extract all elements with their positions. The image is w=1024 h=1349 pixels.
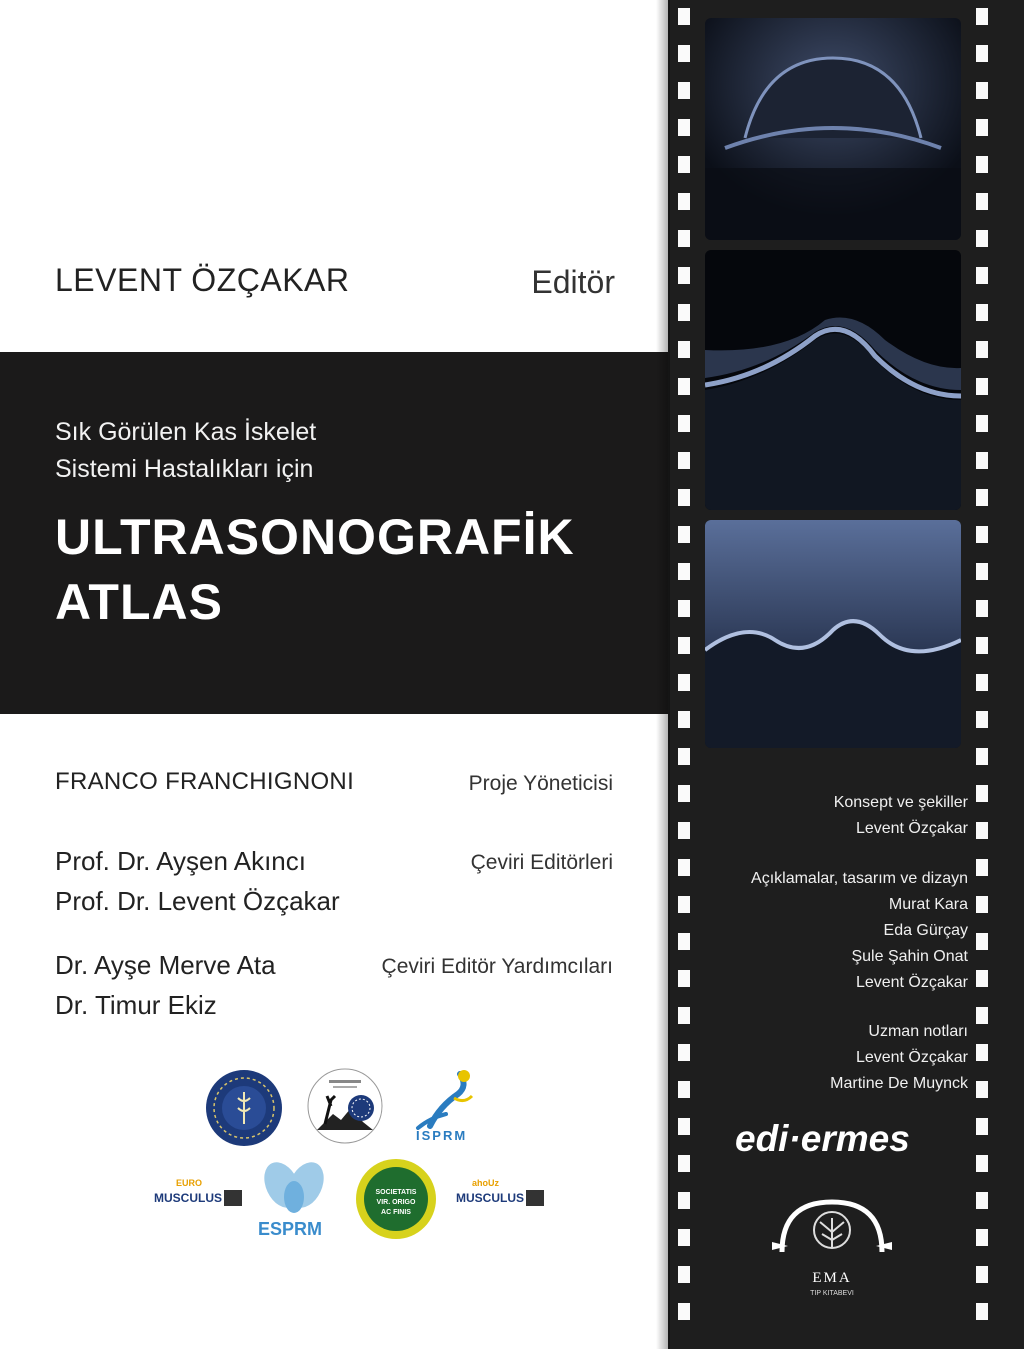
translation-editors-role: Çeviri Editörleri: [470, 851, 613, 874]
sprocket-hole: [976, 1266, 988, 1283]
credits-concept: [834, 790, 968, 842]
sprocket-hole: [678, 1266, 690, 1283]
design-name-1: Murat Kara: [888, 896, 968, 913]
editor-name: LEVENT ÖZÇAKAR: [55, 262, 350, 298]
euro-musculus-logo: [152, 1178, 236, 1212]
sprocket-hole: [976, 378, 988, 395]
editor-role: Editör: [531, 264, 615, 300]
isprm-label: ISPRM: [416, 1128, 468, 1143]
design-title: Açıklamalar, tasarım ve dizayn: [751, 870, 968, 887]
esprm-label: ESPRM: [258, 1219, 323, 1239]
sprocket-hole: [976, 822, 988, 839]
sprocket-hole: [678, 933, 690, 950]
sprocket-hole: [678, 822, 690, 839]
sprocket-hole: [976, 1081, 988, 1098]
publisher-logo: edi·ermes: [735, 1118, 910, 1159]
sprocket-hole: [678, 785, 690, 802]
sprocket-hole: [976, 1229, 988, 1246]
sprocket-hole: [976, 8, 988, 25]
sprocket-hole: [976, 82, 988, 99]
ultrasound-frame-1: [705, 18, 961, 240]
ultrasound-frame-3: [705, 520, 961, 748]
euro-musculus-top: EURO: [176, 1178, 203, 1188]
sprocket-hole: [678, 1081, 690, 1098]
translation-editor-2: Prof. Dr. Levent Özçakar: [55, 886, 340, 916]
sprocket-hole: [678, 267, 690, 284]
sprocket-hole: [678, 711, 690, 728]
isprm-figure-icon: [410, 1066, 482, 1130]
notes-name-2: Martine De Muynck: [830, 1075, 968, 1092]
sprocket-hole: [678, 600, 690, 617]
translation-editor-1: Prof. Dr. Ayşen Akıncı: [55, 846, 306, 876]
sprocket-hole: [976, 933, 988, 950]
ultrasound-frame-2: [705, 250, 961, 510]
sprocket-hole: [976, 896, 988, 913]
sprocket-hole: [678, 304, 690, 321]
sprocket-hole: [678, 1155, 690, 1172]
sprocket-hole: [976, 304, 988, 321]
notes-title: Uzman notları: [868, 1023, 968, 1040]
sprocket-hole: [678, 896, 690, 913]
project-manager-name: FRANCO FRANCHIGNONI: [55, 768, 355, 795]
sprocket-hole: [976, 193, 988, 210]
sprocket-hole: [678, 378, 690, 395]
musculus-top: ahoUz: [472, 1178, 499, 1188]
credits-notes: [830, 1019, 968, 1097]
editor-row: [55, 262, 615, 312]
sprocket-hole: [976, 859, 988, 876]
sprocket-hole: [678, 1303, 690, 1320]
sprocket-hole: [976, 341, 988, 358]
concept-title: Konsept ve şekiller: [833, 794, 968, 811]
design-name-3: Şule Şahin Onat: [851, 948, 968, 965]
assistant-editors-role: Çeviri Editör Yardımcıları: [381, 955, 613, 978]
sprocket-hole: [678, 45, 690, 62]
sprocket-hole: [678, 1229, 690, 1246]
credits-design: [751, 866, 968, 996]
sprocket-hole: [678, 230, 690, 247]
isprm-logo: [410, 1066, 482, 1148]
concept-name-1: Levent Özçakar: [855, 820, 968, 837]
societatis-line-2: VIR. ORIGO: [376, 1199, 416, 1206]
sprocket-hole: [976, 748, 988, 765]
sprocket-hole: [678, 82, 690, 99]
society-hiker-logo: [305, 1066, 385, 1146]
musculus-logo: [454, 1178, 538, 1212]
design-name-2: Eda Gürçay: [883, 922, 968, 939]
sprocket-hole: [678, 748, 690, 765]
sprocket-hole: [678, 193, 690, 210]
sprocket-hole: [976, 415, 988, 432]
sprocket-hole: [678, 452, 690, 469]
film-shadow: [656, 0, 670, 1349]
sprocket-hole: [976, 452, 988, 469]
sprocket-hole: [976, 156, 988, 173]
sprocket-hole: [976, 970, 988, 987]
sprocket-hole: [678, 119, 690, 136]
sprocket-hole: [678, 156, 690, 173]
subtitle-line-1: Sık Görülen Kas İskelet: [55, 418, 317, 446]
sprocket-hole: [976, 45, 988, 62]
ema-tree-icon: [768, 1190, 896, 1268]
assistant-editor-1: Dr. Ayşe Merve Ata: [55, 950, 276, 980]
sprocket-hole: [976, 1007, 988, 1024]
round-society-logo: [204, 1068, 284, 1148]
sprocket-hole: [976, 1303, 988, 1320]
euro-musculus-main: MUSCULUS: [152, 1190, 242, 1206]
musculus-main: MUSCULUS: [454, 1190, 544, 1206]
design-name-4: Levent Özçakar: [855, 974, 968, 991]
sprocket-hole: [976, 1192, 988, 1209]
sprocket-hole: [976, 230, 988, 247]
sprocket-hole: [976, 563, 988, 580]
project-manager-role: Proje Yöneticisi: [468, 772, 613, 795]
sprocket-hole: [976, 785, 988, 802]
sprocket-hole: [678, 970, 690, 987]
ema-logo: [768, 1190, 896, 1310]
sprocket-hole: [976, 267, 988, 284]
sprocket-hole: [678, 415, 690, 432]
ema-mark: EMA: [812, 1270, 852, 1286]
sprocket-hole: [678, 637, 690, 654]
sprocket-hole: [976, 119, 988, 136]
assistant-editor-2: Dr. Timur Ekiz: [55, 990, 217, 1020]
sprocket-hole: [976, 1155, 988, 1172]
sprocket-hole: [678, 563, 690, 580]
societatis-seal-logo: [355, 1158, 437, 1240]
sprocket-hole: [976, 600, 988, 617]
sprocket-hole: [678, 341, 690, 358]
sprocket-hole: [678, 674, 690, 691]
sprocket-hole: [678, 8, 690, 25]
sprocket-hole: [976, 526, 988, 543]
sprocket-hole: [678, 489, 690, 506]
title-line-2: ATLAS: [55, 574, 223, 630]
societatis-line-1: SOCIETATIS: [375, 1189, 417, 1196]
sprocket-hole: [976, 637, 988, 654]
esprm-flower-icon: [256, 1157, 332, 1217]
ema-sub: TIP KITABEVI: [810, 1290, 854, 1297]
esprm-logo: [256, 1157, 332, 1241]
sprocket-hole: [678, 1118, 690, 1135]
sprocket-hole: [976, 489, 988, 506]
subtitle-line-2: Sistemi Hastalıkları için: [55, 455, 314, 483]
sprocket-hole: [678, 859, 690, 876]
sprocket-hole: [976, 711, 988, 728]
sprocket-hole: [678, 1007, 690, 1024]
sprocket-hole: [976, 1044, 988, 1061]
sprocket-hole: [678, 1044, 690, 1061]
title-line-1: ULTRASONOGRAFİK: [55, 509, 575, 565]
sprocket-hole: [976, 674, 988, 691]
societatis-line-3: AC FINIS: [381, 1209, 411, 1216]
notes-name-1: Levent Özçakar: [855, 1049, 968, 1066]
sprocket-hole: [976, 1118, 988, 1135]
sprocket-hole: [678, 526, 690, 543]
sprocket-hole: [678, 1192, 690, 1209]
